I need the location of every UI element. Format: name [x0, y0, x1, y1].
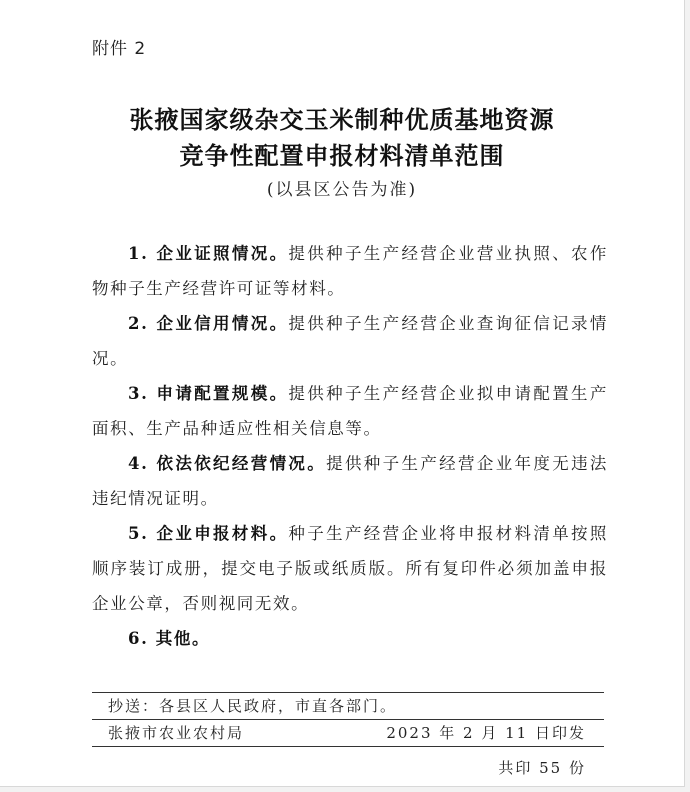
item-text: 种子生产经营企业将申报材料清单按照顺序装订成册，提交电子版或纸质版。所有复印件必须加盖申报企业公章，否则视同无效。	[92, 524, 608, 613]
list-item-6	[92, 621, 608, 656]
cc-line: 抄送：各县区人民政府，市直各部门。	[108, 697, 398, 715]
item-text: 提供种子生产经营企业营业执照、农作物种子生产经营许可证等材料。	[92, 244, 608, 298]
item-heading: 3. 申请配置规模。	[128, 384, 289, 403]
document-title-line-2: 竞争性配置申报材料清单范围	[179, 141, 505, 170]
footer-rule-bottom	[92, 746, 604, 747]
item-heading: 2. 企业信用情况。	[128, 314, 289, 333]
issuer-name: 张掖市农业农村局	[108, 724, 245, 742]
document-footer	[92, 692, 604, 778]
item-text: 提供种子生产经营企业查询征信记录情况。	[92, 314, 608, 368]
list-item-3	[92, 376, 608, 446]
list-item-5	[92, 516, 608, 621]
list-item-1	[92, 236, 608, 306]
document-subtitle: (以县区公告为准)	[266, 180, 418, 200]
list-item-2	[92, 306, 608, 376]
issue-date: 2023 年 2 月 11 日印发	[386, 724, 586, 742]
item-heading: 5. 企业申报材料。	[128, 524, 289, 543]
item-heading: 6. 其他。	[128, 629, 211, 648]
item-text: 提供种子生产经营企业拟申请配置生产面积、生产品种适应性相关信息等。	[92, 384, 608, 438]
print-copies: 共印 55 份	[498, 759, 586, 777]
item-text: 提供种子生产经营企业年度无违法违纪情况证明。	[92, 454, 609, 508]
list-item-4	[92, 446, 608, 516]
document-body	[92, 236, 608, 656]
document-title-line-1: 张掖国家级杂交玉米制种优质基地资源	[129, 105, 555, 134]
issue-line	[92, 720, 604, 746]
item-heading: 1. 企业证照情况。	[128, 244, 289, 263]
attachment-label: 附件 2	[92, 39, 147, 59]
item-heading: 4. 依法依纪经营情况。	[128, 454, 327, 473]
